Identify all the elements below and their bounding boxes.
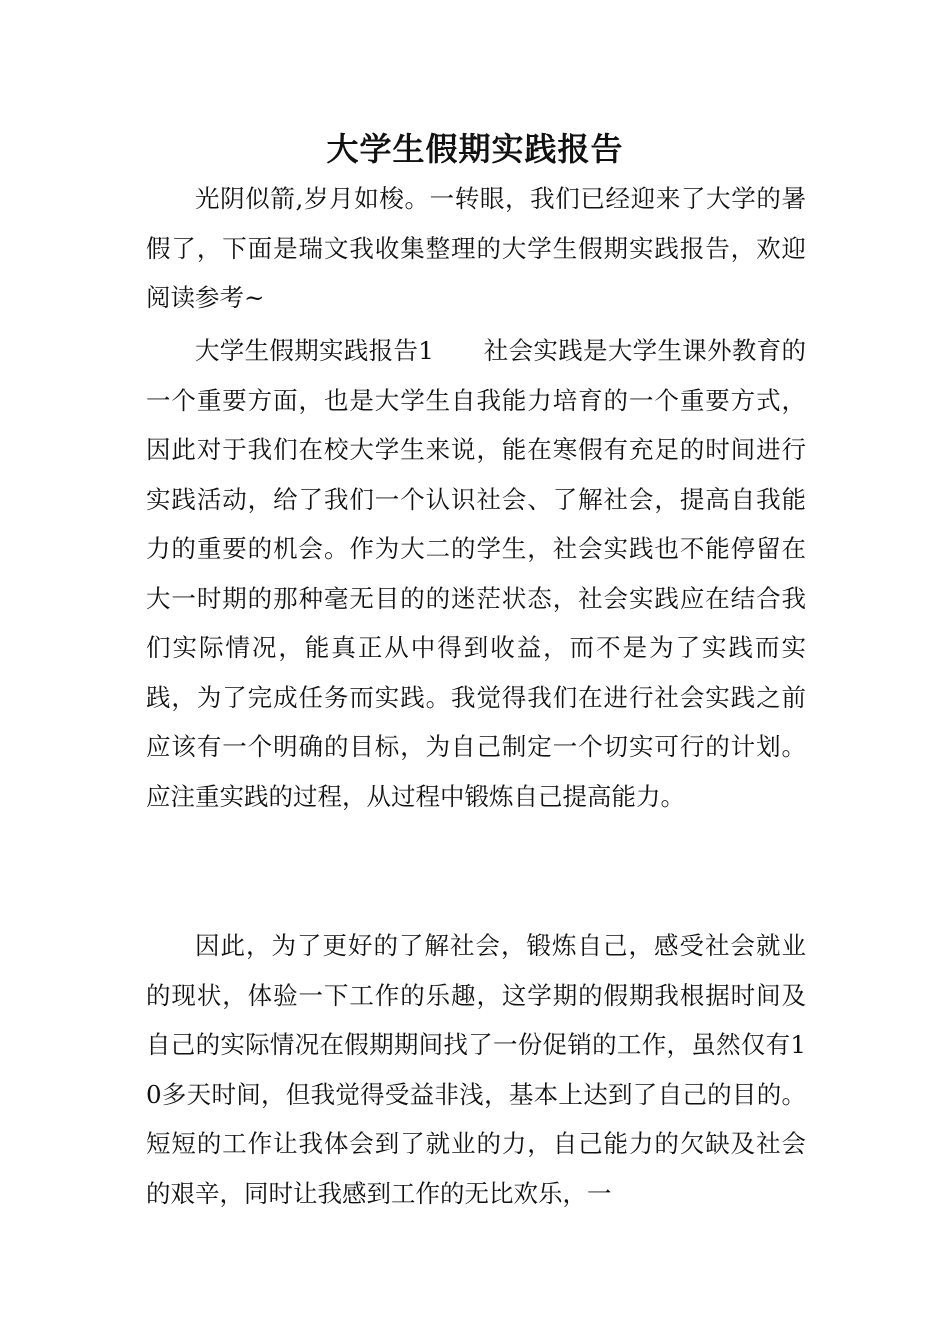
report-1-paragraph: 大学生假期实践报告1 社会实践是大学生课外教育的一个重要方面，也是大学生自我能力培育的一个重要方式，因此对于我们在校大学生来说，能在寒假有充足的时间进行实践活动，给了我们一个认识社会、了解社会，提高自我能力的重要的机会。作为大二的学生，社会实践也不能停留在大一时期的那种毫无目的的迷茫状态，社会实践应在结合我们实际情况，能真正从中得到收益，而不是为了实践而实践，为了完成任务而实践。我觉得我们在进行社会实践之前应该有一个明确的目标，为自己制定一个切实可行的计划。应注重实践的过程，从过程中锻炼自己提高能力。 [146,336,806,811]
report-continuation-paragraph: 因此，为了更好的了解社会，锻炼自己，感受社会就业的现状，体验一下工作的乐趣，这学期的假期我根据时间及自己的实际情况在假期期间找了一份促销的工作，虽然仅有10多天时间，但我觉得受益非浅，基本上达到了自己的目的。短短的工作让我体会到了就业的力，自己能力的欠缺及社会的艰辛，同时让我感到工作的无比欢乐，一 [146,931,806,1208]
document-title: 大学生假期实践报告 [326,130,624,168]
intro-paragraph: 光阴似箭,岁月如梭。一转眼，我们已经迎来了大学的暑假了，下面是瑞文我收集整理的大学生假期实践报告，欢迎阅读参考~ [146,184,806,312]
